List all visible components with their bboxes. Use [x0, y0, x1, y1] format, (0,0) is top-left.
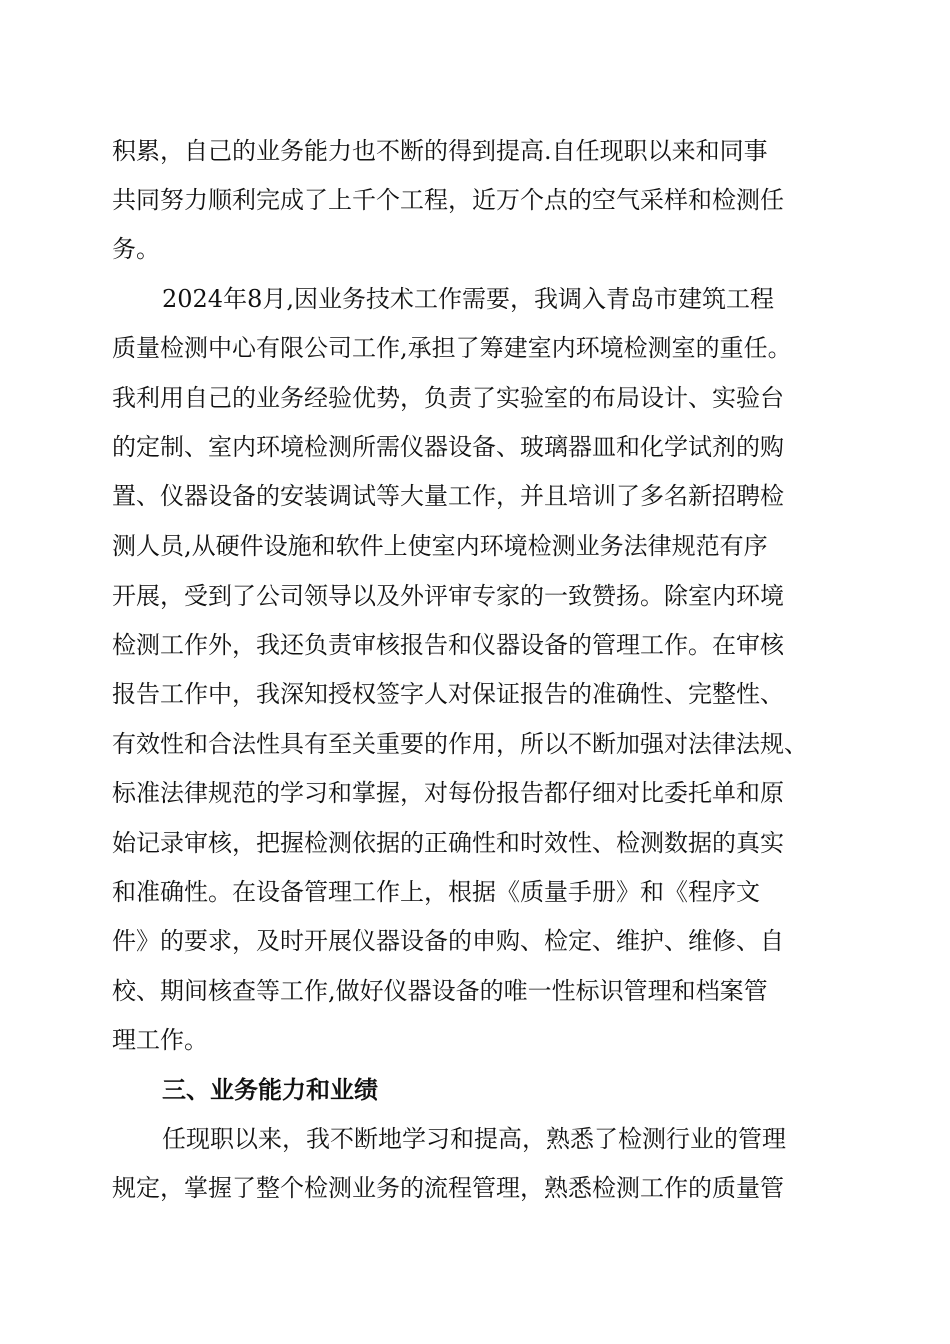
body-text-line: 开展，受到了公司领导以及外评审专家的一致赞扬。除室内环境	[112, 582, 784, 610]
section-heading: 三、业务能力和业绩	[162, 1076, 378, 1104]
body-text-line: 检测工作外，我还负责审核报告和仪器设备的管理工作。在审核	[112, 631, 784, 659]
body-text-line: 规定，掌握了整个检测业务的流程管理，熟悉检测工作的质量管	[112, 1174, 784, 1202]
body-text-line: 理工作。	[112, 1026, 208, 1054]
body-text-line: 有效性和合法性具有至关重要的作用，所以不断加强对法律法规、	[112, 730, 808, 758]
body-text-line: 积累，自己的业务能力也不断的得到提高.自任现职以来和同事	[112, 137, 768, 165]
body-text-line: 始记录审核，把握检测依据的正确性和时效性、检测数据的真实	[112, 829, 784, 857]
body-text-line: 质量检测中心有限公司工作,承担了筹建室内环境检测室的重任。	[112, 334, 792, 362]
body-text-line: 件》的要求，及时开展仪器设备的申购、检定、维护、维修、自	[112, 927, 784, 955]
paragraph-first-line: 2024年8月,因业务技术工作需要，我调入青岛市建筑工程	[162, 285, 774, 313]
body-text-line: 和准确性。在设备管理工作上，根据《质量手册》和《程序文	[112, 878, 760, 906]
body-text-line: 校、期间核查等工作,做好仪器设备的唯一性标识管理和档案管	[112, 977, 768, 1005]
body-text-line: 共同努力顺利完成了上千个工程，近万个点的空气采样和检测任	[112, 186, 784, 214]
body-text-line: 测人员,从硬件设施和软件上使室内环境检测业务法律规范有序	[112, 532, 768, 560]
body-text-line: 的定制、室内环境检测所需仪器设备、玻璃器皿和化学试剂的购	[112, 433, 784, 461]
paragraph-first-line: 任现职以来，我不断地学习和提高，熟悉了检测行业的管理	[162, 1125, 786, 1153]
body-text-line: 标准法律规范的学习和掌握，对每份报告都仔细对比委托单和原	[112, 779, 784, 807]
body-text-line: 我利用自己的业务经验优势，负责了实验室的布局设计、实验台	[112, 384, 784, 412]
body-text-line: 报告工作中，我深知授权签字人对保证报告的准确性、完整性、	[112, 680, 784, 708]
body-text-line: 务。	[112, 235, 160, 263]
body-text-line: 置、仪器设备的安装调试等大量工作，并且培训了多名新招聘检	[112, 482, 784, 510]
